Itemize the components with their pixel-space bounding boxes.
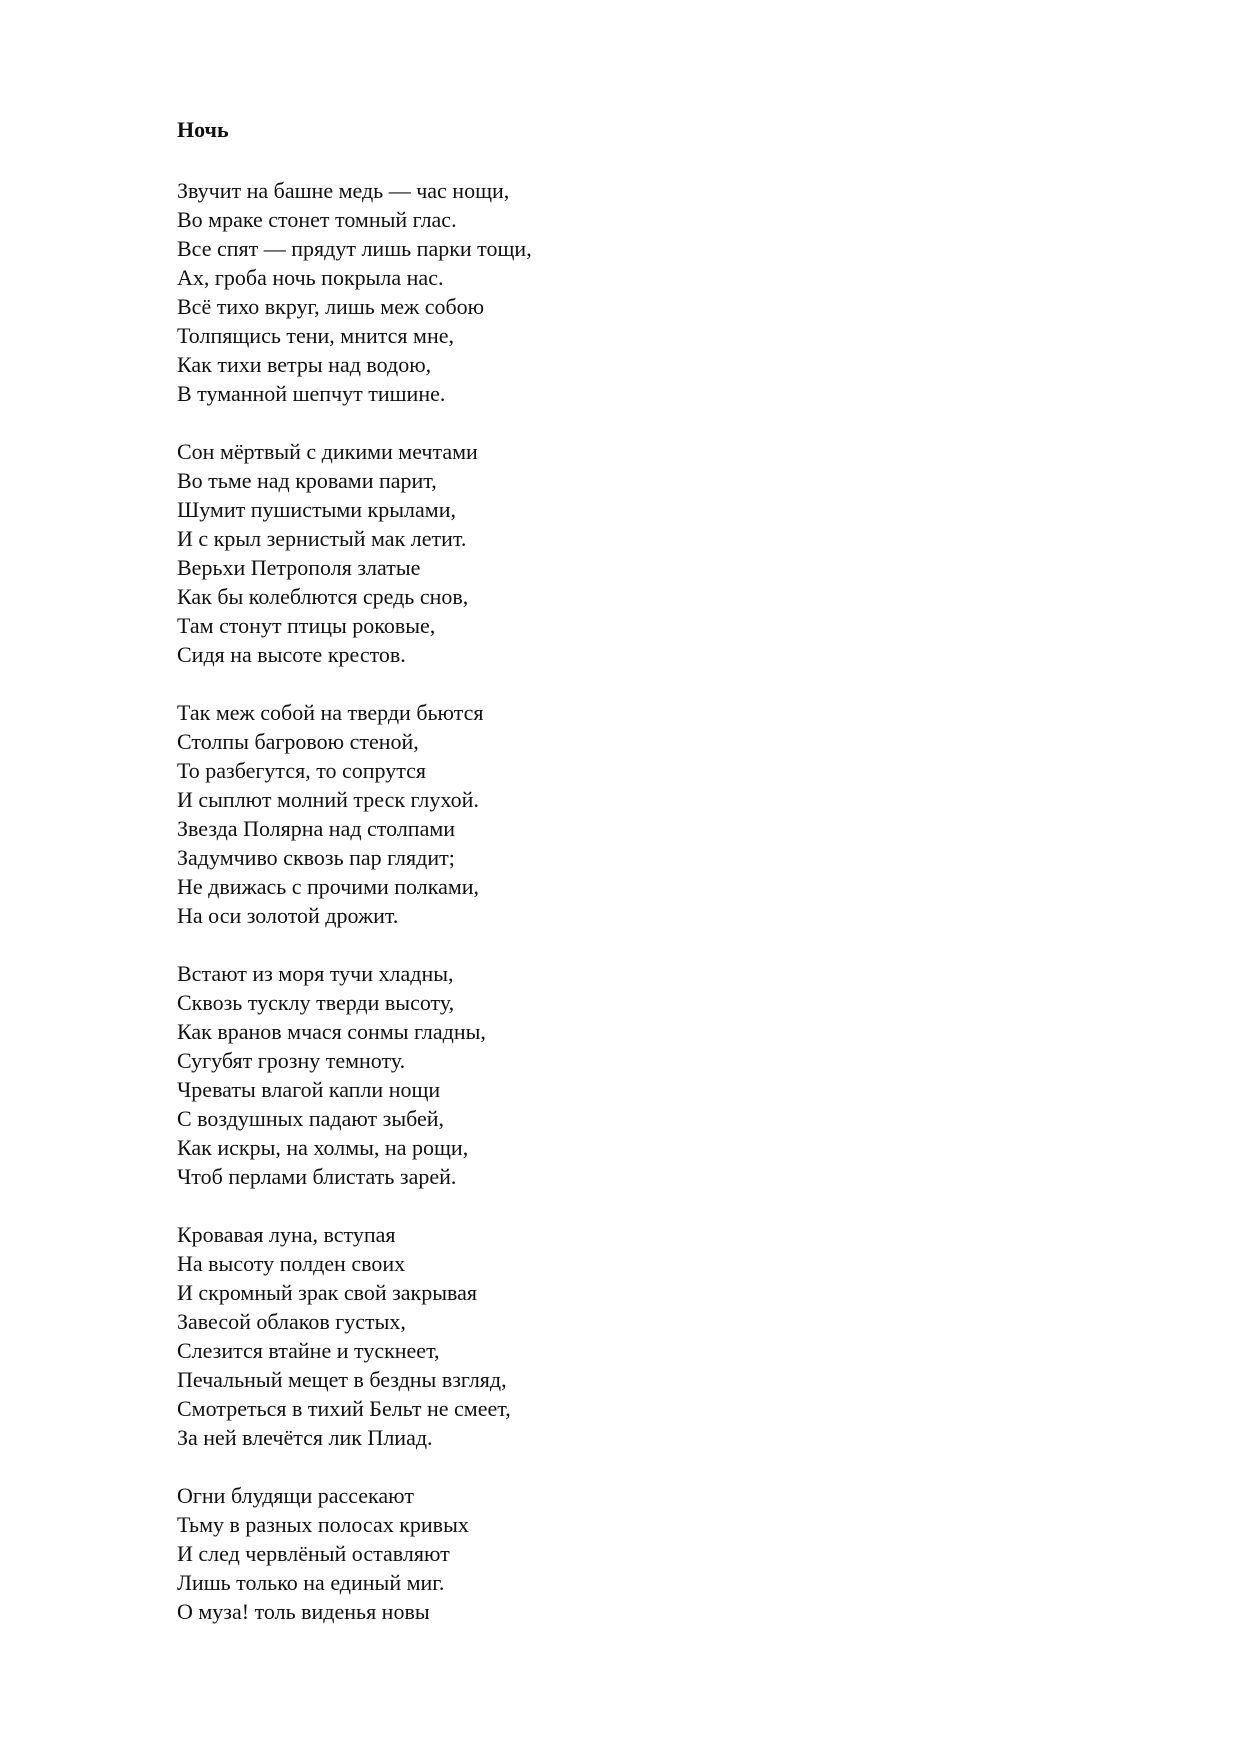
poem-line: Как бы колеблются средь снов,	[177, 584, 469, 609]
poem-line: То разбегутся, то сопрутся	[177, 758, 427, 783]
poem-line: Всё тихо вкруг, лишь меж собою	[177, 294, 485, 319]
stanza	[177, 1481, 1077, 1626]
stanza	[177, 959, 1077, 1191]
poem-line: Как вранов мчася сонмы гладны,	[177, 1019, 486, 1044]
poem-line: Не движась с прочими полками,	[177, 874, 480, 899]
poem-line: Печальный мещет в бездны взгляд,	[177, 1367, 507, 1392]
poem-line: И с крыл зернистый мак летит.	[177, 526, 467, 551]
poem-line: Тьму в разных полосах кривых	[177, 1512, 469, 1537]
poem-line: В туманной шепчут тишине.	[177, 381, 446, 406]
poem-line: Во мраке стонет томный глас.	[177, 207, 457, 232]
poem-line: Задумчиво сквозь пар глядит;	[177, 845, 455, 870]
poem-line: Сон мёртвый с дикими мечтами	[177, 439, 478, 464]
stanza	[177, 176, 1077, 408]
poem-line: Все спят — прядут лишь парки тощи,	[177, 236, 532, 261]
poem-line: Верьхи Петрополя златые	[177, 555, 421, 580]
poem-line: Звучит на башне медь — час нощи,	[177, 178, 510, 203]
poem-line: За ней влечётся лик Плиад.	[177, 1425, 433, 1450]
poem-line: Сквозь тусклу тверди высоту,	[177, 990, 455, 1015]
poem-line: Ах, гроба ночь покрыла нас.	[177, 265, 444, 290]
poem-line: Кровавая луна, вступая	[177, 1222, 396, 1247]
poem-line: Огни блудящи рассекают	[177, 1483, 414, 1508]
poem-line: Чтоб перлами блистать зарей.	[177, 1164, 457, 1189]
poem-line: На высоту полден своих	[177, 1251, 406, 1276]
poem-line: Шумит пушистыми крылами,	[177, 497, 456, 522]
poem-line: Чреваты влагой капли нощи	[177, 1077, 441, 1102]
poem-line: Смотреться в тихий Бельт не смеет,	[177, 1396, 511, 1421]
poem-line: Там стонут птицы роковые,	[177, 613, 436, 638]
poem-line: Сугубят грозну темноту.	[177, 1048, 406, 1073]
poem-line: Звезда Полярна над столпами	[177, 816, 456, 841]
poem-title: Ночь	[177, 117, 229, 142]
poem-line: И сыплют молний треск глухой.	[177, 787, 479, 812]
stanza	[177, 437, 1077, 669]
poem-line: Толпящись тени, мнится мне,	[177, 323, 454, 348]
poem-line: О муза! толь виденья новы	[177, 1599, 430, 1624]
poem-line: Встают из моря тучи хладны,	[177, 961, 454, 986]
poem-line: На оси золотой дрожит.	[177, 903, 399, 928]
poem-line: И след червлёный оставляют	[177, 1541, 450, 1566]
poem-line: И скромный зрак свой закрывая	[177, 1280, 477, 1305]
poem-line: Слезится втайне и тускнеет,	[177, 1338, 440, 1363]
poem-line: Как тихи ветры над водою,	[177, 352, 432, 377]
poem-body	[177, 176, 1077, 1655]
poem-line: Сидя на высоте крестов.	[177, 642, 406, 667]
stanza	[177, 1220, 1077, 1452]
poem-line: Так меж собой на тверди бьются	[177, 700, 484, 725]
poem-line: Лишь только на единый миг.	[177, 1570, 445, 1595]
poem-line: Завесой облаков густых,	[177, 1309, 406, 1334]
poem-line: Как искры, на холмы, на рощи,	[177, 1135, 469, 1160]
poem-line: С воздушных падают зыбей,	[177, 1106, 445, 1131]
poem-line: Столпы багровою стеной,	[177, 729, 419, 754]
poem-line: Во тьме над кровами парит,	[177, 468, 437, 493]
stanza	[177, 698, 1077, 930]
